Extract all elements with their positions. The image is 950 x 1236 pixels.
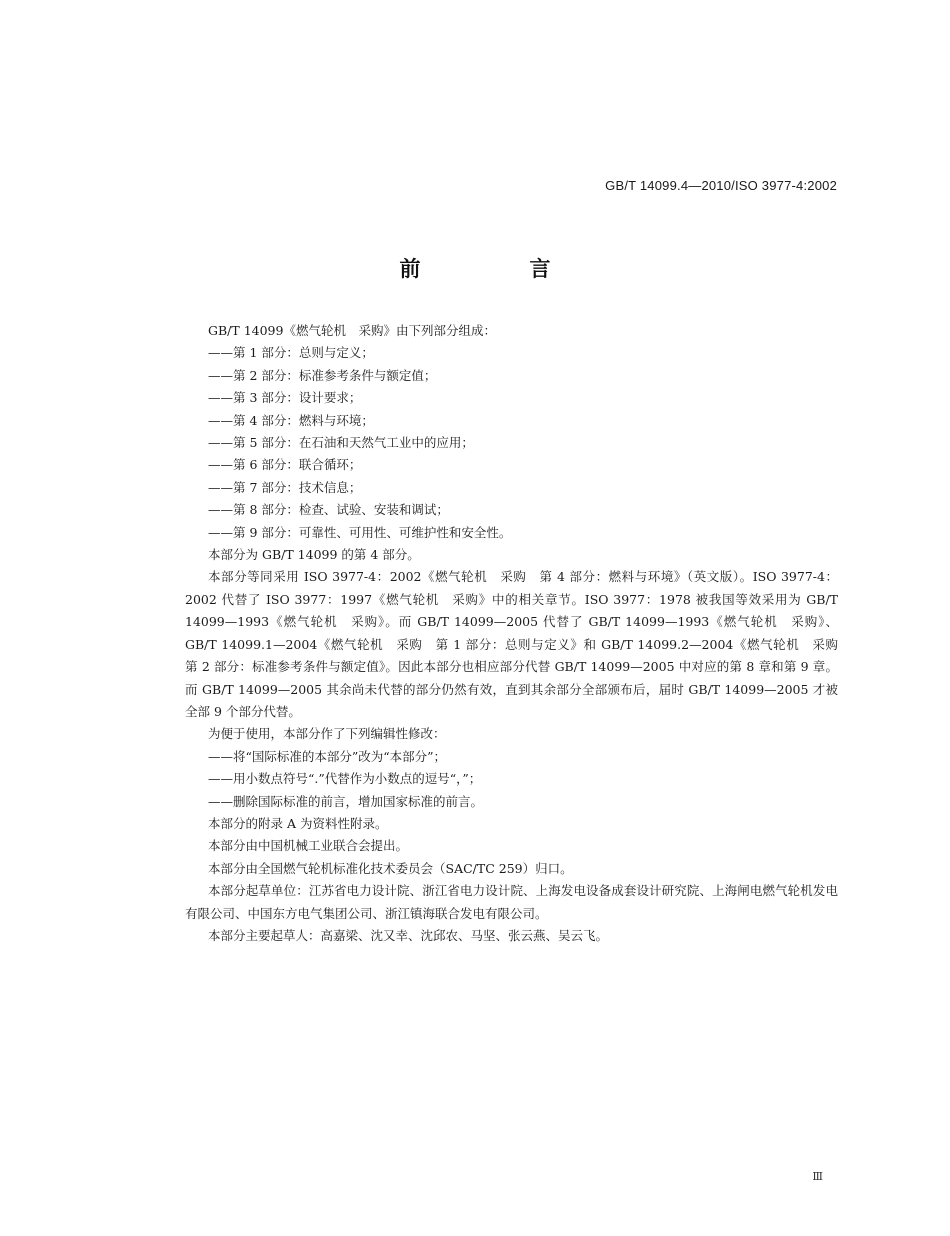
paragraph-centralized: 本部分由全国燃气轮机标准化技术委员会（SAC/TC 259）归口。 — [208, 860, 573, 876]
page-title: 前 言 — [399, 257, 595, 281]
standard-code-header: GB/T 14099.4—2010/ISO 3977-4:2002 — [605, 178, 837, 193]
list-item-part-2: ——第 2 部分：标准参考条件与额定值； — [208, 367, 437, 383]
list-item-edit-3: ——删除国际标准的前言，增加国家标准的前言。 — [208, 793, 484, 809]
list-item-part-4: ——第 4 部分：燃料与环境； — [208, 412, 374, 428]
paragraph-part-of: 本部分为 GB/T 14099 的第 4 部分。 — [208, 547, 420, 563]
list-item-part-7: ——第 7 部分：技术信息； — [208, 479, 362, 495]
list-item-part-1: ——第 1 部分：总则与定义； — [208, 345, 374, 361]
list-item-edit-1: ——将“国际标准的本部分”改为“本部分”； — [208, 748, 447, 764]
list-item-part-9: ——第 9 部分：可靠性、可用性、可维护性和安全性。 — [208, 524, 512, 540]
paragraph-annex: 本部分的附录 A 为资料性附录。 — [208, 815, 388, 831]
paragraph-drafting-units: 本部分起草单位：江苏省电力设计院、浙江省电力设计院、上海发电设备成套设计研究院、上海闸电燃气轮机发电有限公司、中国东方电气集团公司、浙江镇海联合发电有限公司。 — [185, 883, 838, 921]
page-number: Ⅲ — [812, 1170, 823, 1183]
paragraph-proposed: 本部分由中国机械工业联合会提出。 — [208, 838, 409, 854]
list-item-part-3: ——第 3 部分：设计要求； — [208, 390, 362, 406]
intro-line: GB/T 14099《燃气轮机 采购》由下列部分组成： — [208, 323, 496, 338]
list-item-edit-2: ——用小数点符号“.”代替作为小数点的逗号“，”； — [208, 771, 482, 787]
list-item-part-6: ——第 6 部分：联合循环； — [208, 457, 362, 473]
paragraph-adoption: 本部分等同采用 ISO 3977-4：2002《燃气轮机 采购 第 4 部分：燃料与环境》（英文版）。ISO 3977-4：2002 代替了 ISO 3977：1997《燃气轮机 采购》中的相关章节。ISO 3977：1978 被我国等效采用为 GB/T 14099—1993《燃气轮机 采购》。而 GB/T 14099—2005 代替了 GB/T 14099—1993《燃气轮机 采购》、GB/T 14099.1—2004《燃气轮机 采购 第 1 部分：总则与定义》和 GB/T 14099.2—2004《燃气轮机 采购 第 2 部分：标准参考条件与额定值》。因此本部分也相应部分代替 GB/T 14099—2005 中对应的第 8 章和第 9 章。而 GB/T 14099—2005 其余尚未代替的部分仍然有效，直到其余部分全部颁布后，届时 GB/T 14099—2005 才被全部 9 个部分代替。 — [185, 569, 851, 719]
foreword-body — [185, 320, 851, 947]
list-item-part-5: ——第 5 部分：在石油和天然气工业中的应用； — [208, 435, 474, 451]
paragraph-edit-intro: 为便于使用，本部分作了下列编辑性修改： — [208, 726, 446, 742]
paragraph-drafters: 本部分主要起草人：高嘉梁、沈又幸、沈邱农、马坚、张云燕、吴云飞。 — [208, 927, 609, 943]
list-item-part-8: ——第 8 部分：检查、试验、安装和调试； — [208, 502, 449, 518]
